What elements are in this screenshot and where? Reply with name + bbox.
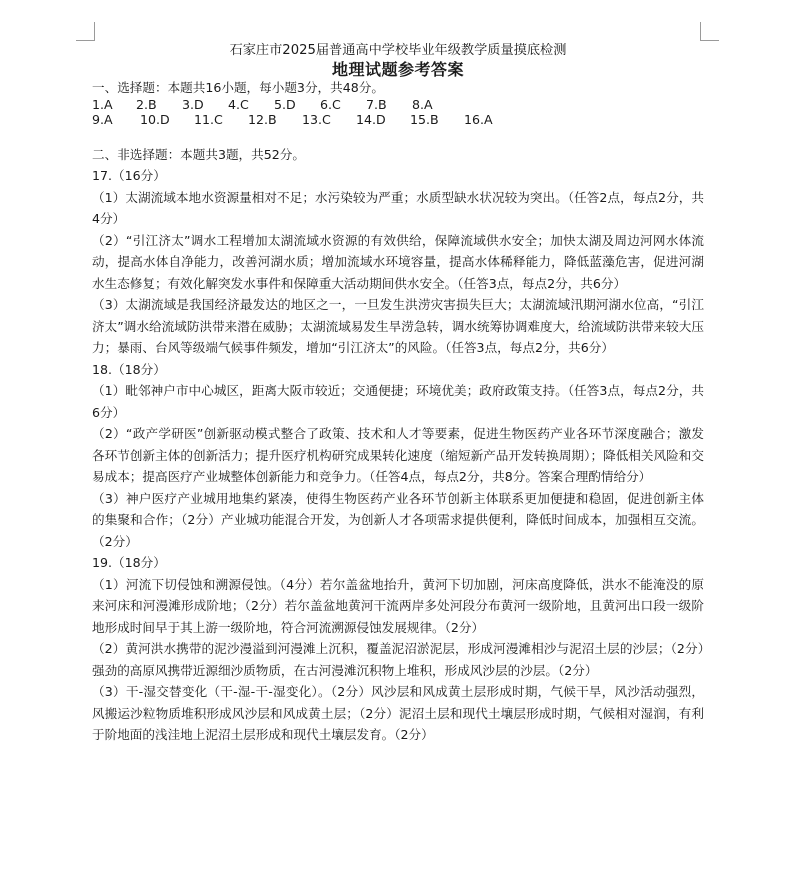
- answer-item: 13.C: [302, 112, 331, 128]
- answer-item: 8.A: [412, 96, 433, 112]
- answer-item: 10.D: [140, 112, 170, 128]
- answer-item: 11.C: [194, 112, 223, 128]
- answer-item: 12.B: [248, 112, 277, 128]
- q18-part2-answer: （2）“政产学研医”创新驱动模式整合了政策、技术和人才等要素，促进生物医药产业各环节深度融合；激发各环节创新主体的创新活力；提升医疗机构研究成果转化速度（缩短新产品开发转换周期）；降低相关风险和交易成本；提高医疗产业城整体创新能力和竞争力。（任答4点，每点2分，共8分。答案合理酌情给分）: [92, 426, 704, 485]
- answer-item: 1.A: [92, 96, 113, 112]
- crop-mark-top-right: [700, 22, 719, 41]
- answer-row-2: [92, 112, 704, 128]
- document-subtitle: 地理试题参考答案: [331, 60, 464, 79]
- answer-item: 7.B: [366, 96, 387, 112]
- answer-item: 14.D: [356, 112, 386, 128]
- q17-part2-answer: （2）“引江济太”调水工程增加太湖流域水资源的有效供给，保障流域供水安全；加快太湖及周边河网水体流动，提高水体自净能力，改善河湖水质；增加流域水环境容量，提高水体稀释能力，降低蓝藻危害，促进河湖水生态修复；有效化解突发水事件和保障重大活动期间供水安全。（任答3点，每点2分，共6分）: [92, 232, 704, 291]
- answer-item: 16.A: [464, 112, 493, 128]
- q18-part3-answer: （3）神户医疗产业城用地集约紧凑，使得生物医药产业各环节创新主体联系更加便捷和稳固，促进创新主体的集聚和合作；（2分）产业城功能混合开发，为创新人才各项需求提供便利，降低时间成本，加强相互交流。（2分）: [92, 490, 704, 549]
- document-title: 石家庄市2025届普通高中学校毕业年级教学质量摸底检测: [229, 43, 567, 58]
- q17-part3-answer: （3）太湖流域是我国经济最发达的地区之一，一旦发生洪涝灾害损失巨大；太湖流域汛期河湖水位高，“引江济太”调水给流域防洪带来潜在威胁；太湖流域易发生旱涝急转，调水统筹协调难度大，给流域防洪带来较大压力；暴雨、台风等级端气候事件频发，增加“引江济太”的风险。（任答3点，每点2分，共6分）: [92, 297, 704, 356]
- answer-item: 5.D: [274, 96, 296, 112]
- answer-item: 3.D: [182, 96, 204, 112]
- section2-heading: 二、非选择题：本题共3题，共52分。: [92, 146, 305, 162]
- answer-item: 4.C: [228, 96, 249, 112]
- answer-item: 15.B: [410, 112, 439, 128]
- q19-part1-answer: （1）河流下切侵蚀和溯源侵蚀。（4分）若尔盖盆地抬升，黄河下切加剧，河床高度降低，洪水不能淹没的原来河床和河漫滩形成阶地；（2分）若尔盖盆地黄河干流两岸多处河段分布黄河一级阶地，且黄河出口段一级阶地形成时间早于其上游一级阶地，符合河流溯源侵蚀发展规律。（2分）: [92, 576, 704, 635]
- answer-item: 9.A: [92, 112, 113, 128]
- crop-mark-top-left: [76, 22, 95, 41]
- answer-row-1: [92, 97, 704, 113]
- q18-part1-answer: （1）毗邻神户市中心城区，距离大阪市较近；交通便捷；环境优美；政府政策支持。（任答3点，每点2分，共6分）: [92, 383, 704, 420]
- section1-heading: 一、选择题：本题共16小题，每小题3分，共48分。: [92, 80, 384, 95]
- q19-part3-answer: （3）干-湿交替变化（干-湿-干-湿变化）。（2分）风沙层和风成黄土层形成时期，气候干旱，风沙活动强烈，风搬运沙粒物质堆积形成风沙层和风成黄土层；（2分）泥沼土层和现代土壤层形成时期，气候相对湿润，有利于阶地面的浅洼地上泥沼土层形成和现代土壤层发育。（2分）: [92, 684, 704, 743]
- question-19-heading: 19.（18分）: [92, 555, 166, 571]
- q19-part2-answer: （2）黄河洪水携带的泥沙漫溢到河漫滩上沉积，覆盖泥沼淤泥层，形成河漫滩相沙与泥沼土层的沙层；（2分）强劲的高原风携带近源细沙质物质，在古河漫滩沉积物上堆积，形成风沙层的沙层。（2分）: [92, 641, 704, 678]
- q17-part1-answer: （1）太湖流域本地水资源量相对不足；水污染较为严重；水质型缺水状况较为突出。（任答2点，每点2分，共4分）: [92, 189, 704, 227]
- question-18-heading: 18.（18分）: [92, 361, 166, 377]
- answer-item: 6.C: [320, 96, 341, 112]
- question-17-heading: 17.（16分）: [92, 168, 166, 184]
- answer-item: 2.B: [136, 96, 157, 112]
- spacer: [92, 128, 704, 144]
- answer-document: [92, 42, 704, 746]
